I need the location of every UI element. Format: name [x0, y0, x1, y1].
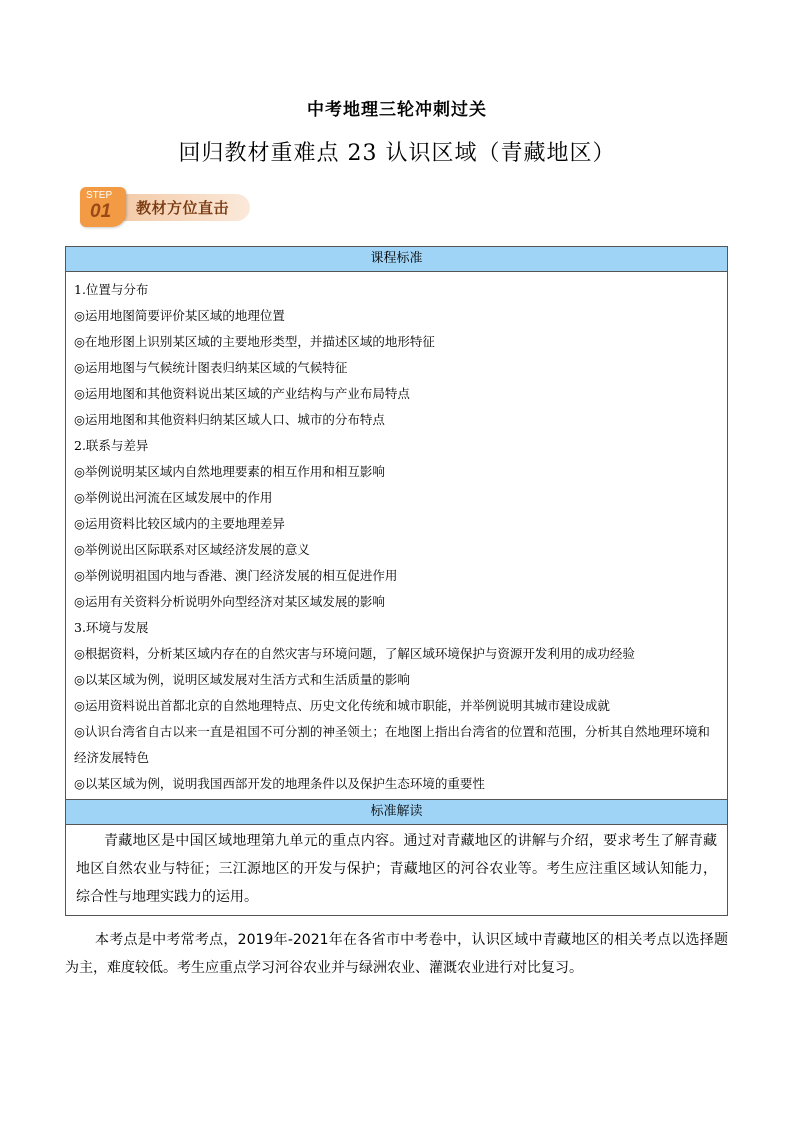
standard-item: ◎认识台湾省自古以来一直是祖国不可分割的神圣领土；在地图上指出台湾省的位置和范围，分析其自然地理环境和经济发展特色: [74, 724, 710, 765]
step-number: 01: [90, 201, 112, 222]
standard-item: ◎举例说明祖国内地与香港、澳门经济发展的相互促进作用: [74, 568, 398, 583]
standard-item: 3.环境与发展: [74, 620, 149, 635]
standard-item: ◎举例说出区际联系对区域经济发展的意义: [74, 542, 310, 557]
standard-item: ◎运用地图和其他资料归纳某区域人口、城市的分布特点: [74, 412, 385, 427]
standard-item: 1.位置与分布: [74, 282, 149, 297]
standard-item: ◎根据资料，分析某区域内存在的自然灾害与环境问题，了解区域环境保护与资源开发利用的成功经验: [74, 646, 635, 661]
summary-paragraph: 本考点是中考常考点，2019年-2021年在各省市中考卷中，认识区域中青藏地区的相关考点以选择题为主，难度较低。考生应重点学习河谷农业并与绿洲农业、灌溉农业进行对比复习。: [65, 932, 728, 976]
document-title: 中考地理三轮冲刺过关: [307, 100, 487, 120]
curriculum-table: [65, 246, 728, 916]
standard-item: ◎运用地图简要评价某区域的地理位置: [74, 308, 285, 323]
step-word: STEP: [86, 190, 113, 201]
step-tag: [80, 187, 126, 227]
standard-item: ◎以某区域为例，说明我国西部开发的地理条件以及保护生态环境的重要性: [74, 776, 485, 791]
standard-item: 2.联系与差异: [74, 438, 149, 453]
standard-item: ◎运用地图和其他资料说出某区域的产业结构与产业布局特点: [74, 386, 410, 401]
standard-item: ◎运用资料比较区域内的主要地理差异: [74, 516, 285, 531]
standard-item: ◎运用有关资料分析说明外向型经济对某区域发展的影响: [74, 594, 385, 609]
standard-item: ◎在地形图上识别某区域的主要地形类型，并描述区域的地形特征: [74, 334, 435, 349]
standard-item: ◎举例说出河流在区域发展中的作用: [74, 490, 273, 505]
step-label: 教材方位直击: [136, 199, 230, 217]
step-badge: [80, 187, 252, 229]
standard-item: ◎运用地图与气候统计图表归纳某区域的气候特征: [74, 360, 348, 375]
standard-item: ◎以某区域为例，说明区域发展对生活方式和生活质量的影响: [74, 672, 410, 687]
interpretation-header: 标准解读: [66, 799, 727, 825]
standards-header: 课程标准: [66, 247, 727, 272]
standard-item: ◎运用资料说出首都北京的自然地理特点、历史文化传统和城市职能，并举例说明其城市建设成就: [74, 698, 610, 713]
interpretation-text: 青藏地区是中国区域地理第九单元的重点内容。通过对青藏地区的讲解与介绍，要求考生了解青藏地区自然农业与特征；三江源地区的开发与保护；青藏地区的河谷农业等。考生应注重区域认知能力，综合性与地理实践力的运用。: [76, 833, 717, 905]
standards-list: [66, 272, 727, 799]
standard-item: ◎举例说明某区域内自然地理要素的相互作用和相互影响: [74, 464, 385, 479]
document-subtitle: 回归教材重难点 23 认识区域（青藏地区）: [178, 141, 616, 166]
